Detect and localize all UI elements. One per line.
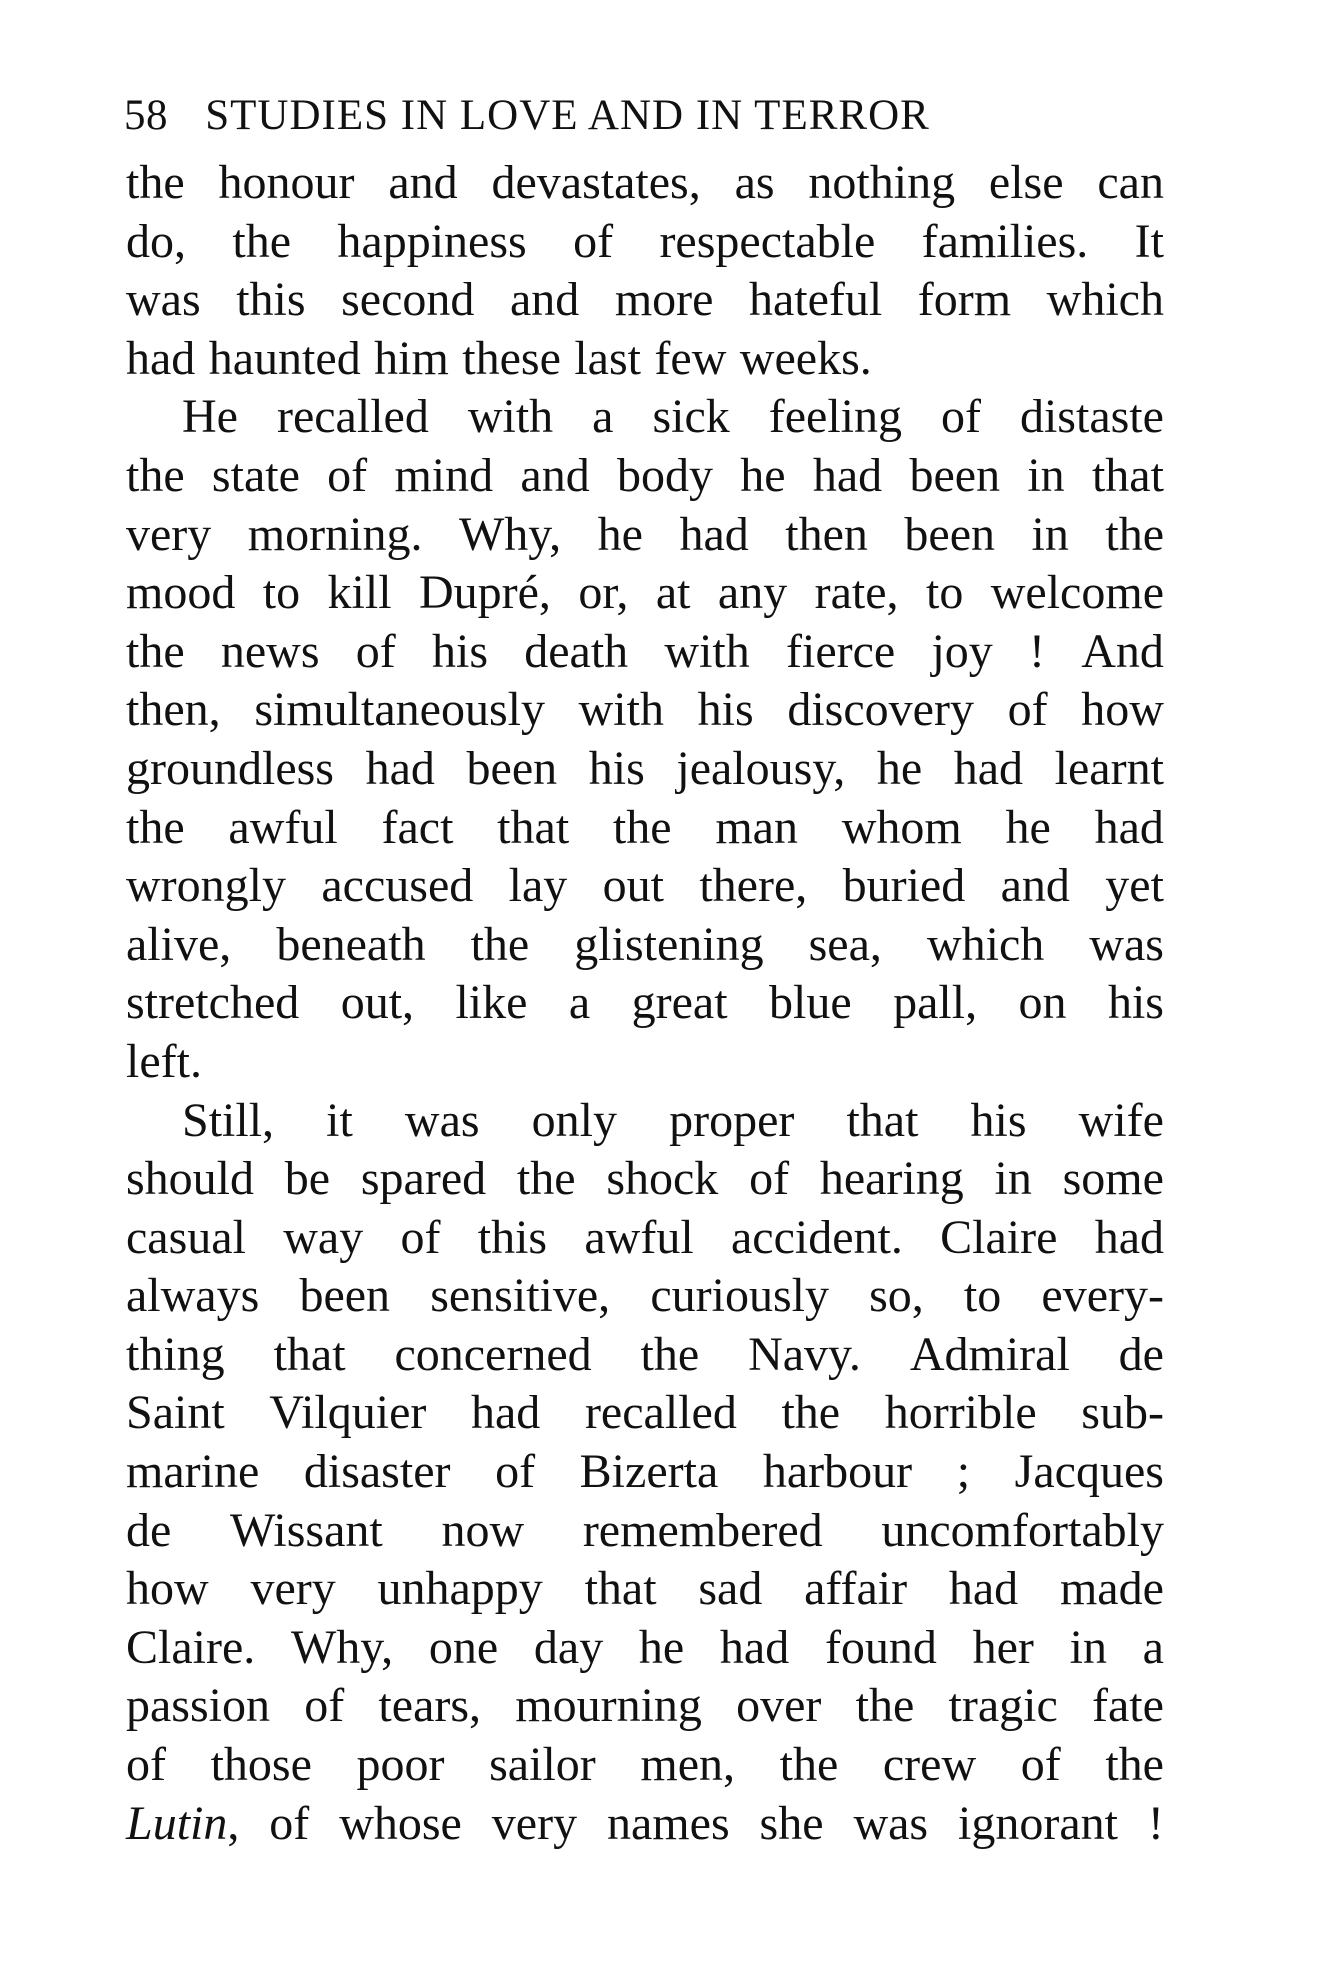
text-line: groundless had been his jealousy, he had learnt	[126, 741, 1164, 795]
page-number: 58	[124, 92, 168, 139]
body-text	[126, 154, 1164, 1853]
text-line: de Wissant now remembered uncomfortably	[126, 1503, 1164, 1557]
text-line: wrongly accused lay out there, buried and yet	[126, 859, 1164, 913]
text-line: left.	[126, 1034, 202, 1088]
text-line: the state of mind and body he had been in that	[126, 448, 1164, 502]
running-title: STUDIES IN LOVE AND IN TERROR	[205, 92, 930, 139]
text-line: Still, it was only proper that his wife	[182, 1093, 1164, 1147]
text-line: should be spared the shock of hearing in some	[126, 1152, 1164, 1206]
text-line: the honour and devastates, as nothing else can	[126, 156, 1164, 209]
text-line: had haunted him these last few weeks.	[126, 331, 872, 385]
text-line: He recalled with a sick feeling of distaste	[182, 390, 1164, 444]
text-line: very morning. Why, he had then been in the	[126, 507, 1164, 561]
text-line: how very unhappy that sad affair had made	[126, 1562, 1164, 1616]
text-line: of those poor sailor men, the crew of the	[126, 1738, 1164, 1792]
text-line: do, the happiness of respectable families. It	[126, 214, 1164, 268]
text-line: thing that concerned the Navy. Admiral de	[126, 1327, 1164, 1381]
text-line: the news of his death with fierce joy ! And	[126, 624, 1164, 678]
text-line: Claire. Why, one day he had found her in a	[126, 1620, 1164, 1674]
running-head	[124, 86, 1170, 146]
text-line: the awful fact that the man whom he had	[126, 800, 1164, 854]
text-line: casual way of this awful accident. Claire had	[126, 1210, 1164, 1264]
text-line: was this second and more hateful form which	[126, 273, 1164, 327]
text-line: passion of tears, mourning over the tragic fate	[126, 1679, 1164, 1733]
text-line: always been sensitive, curiously so, to every-	[126, 1269, 1164, 1323]
text-line: Lutin, of whose very names she was ignorant !	[126, 1796, 1164, 1850]
text-line: mood to kill Dupré, or, at any rate, to welcome	[126, 566, 1164, 620]
text-line: Saint Vilquier had recalled the horrible sub-	[126, 1386, 1164, 1440]
text-line: then, simultaneously with his discovery of how	[126, 683, 1164, 737]
text-line: marine disaster of Bizerta harbour ; Jacques	[126, 1445, 1164, 1499]
text-line: stretched out, like a great blue pall, on his	[126, 976, 1164, 1030]
text-line: alive, beneath the glistening sea, which was	[126, 917, 1164, 971]
